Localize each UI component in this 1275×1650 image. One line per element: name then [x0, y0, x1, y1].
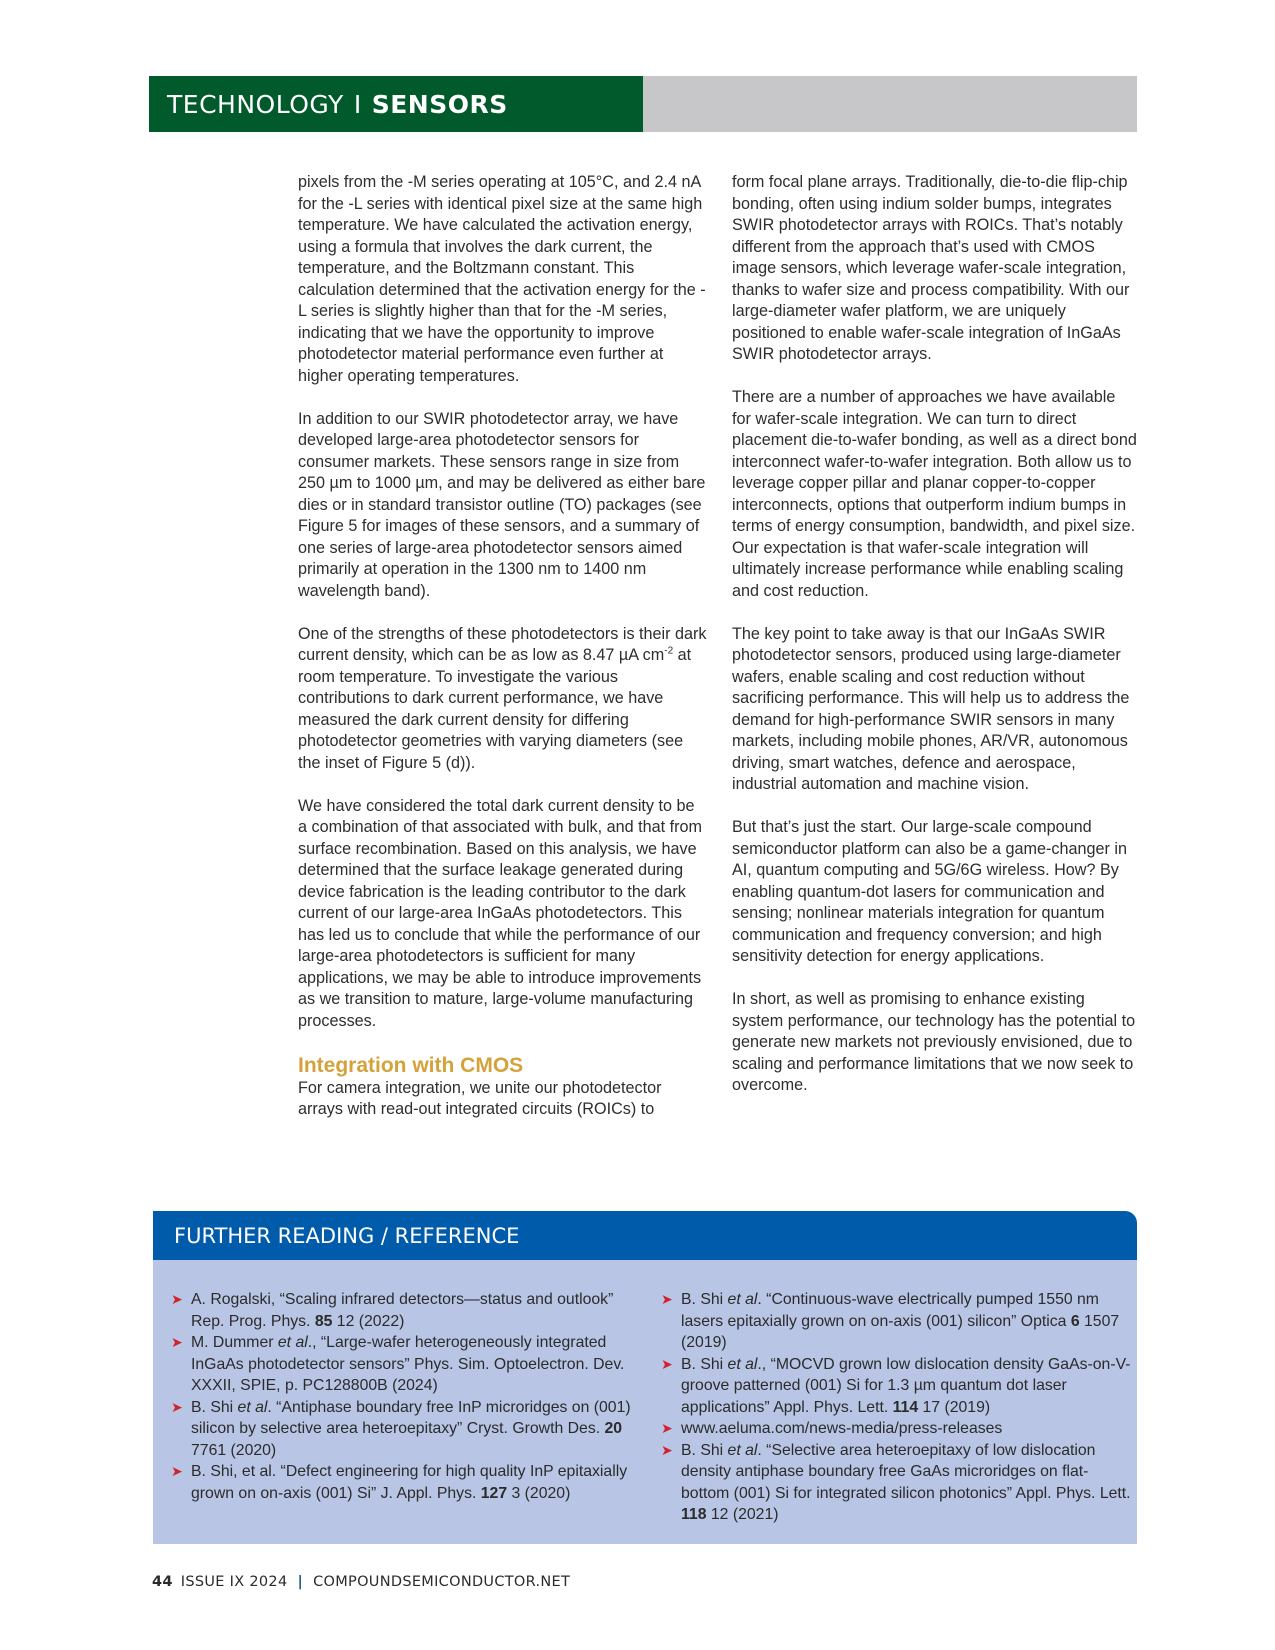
article-column-left	[298, 172, 708, 1121]
paragraph: But that’s just the start. Our large-scale compound semiconductor platform can also be a game-changer in AI, quantum computing and 5G/6G wireless. How? By enabling quantum-dot lasers for communication and sensing; nonlinear materials integration for quantum communication and frequency conversion; and high sensitivity detection for energy applications.	[732, 818, 1128, 965]
red-chevron-right-icon: ➤	[171, 1291, 183, 1307]
paragraph: The key point to take away is that our InGaAs SWIR photodetector sensors, produced using large-diameter wafers, enable scaling and cost reduction without sacrificing performance. This will help us to address the demand for high-performance SWIR sensors in many markets, including mobile phones, AR/VR, autonomous driving, smart watches, defence and aerospace, industrial automation and machine vision.	[732, 624, 1130, 793]
issue-label: ISSUE IX 2024	[180, 1574, 288, 1590]
red-chevron-right-icon: ➤	[171, 1398, 183, 1415]
reference-item	[171, 1289, 641, 1332]
reference-text: B. Shi et al. “Selective area heteroepitaxy of low dislocation density antiphase boundary free GaAs microridges on flat-bottom (001) Si for integrated silicon photonics” Appl. Phys. Lett. 118 12 (2021)	[681, 1441, 1131, 1523]
paragraph: There are a number of approaches we have available for wafer-scale integration. We can turn to direct placement die-to-wafer bonding, as well as a direct bond interconnect wafer-to-wafer integration. Both allow us to leverage copper pillar and planar copper-to-copper interconnects, options that outperform indium bumps in terms of energy consumption, bandwidth, and pixel size. Our expectation is that wafer-scale integration will ultimately increase performance while enabling scaling and cost reduction.	[732, 388, 1137, 600]
section-label: TECHNOLOGY	[167, 89, 344, 119]
reference-item	[171, 1332, 641, 1397]
reference-text: B. Shi, et al. “Defect engineering for high quality InP epitaxially grown on on-axis (001) Si” J. Appl. Phys. 127 3 (2020)	[191, 1463, 628, 1502]
subheading: Integration with CMOS	[298, 1053, 524, 1077]
section-header	[149, 76, 1137, 132]
paragraph: For camera integration, we unite our photodetector arrays with read-out integrated circuits (ROICs) to	[298, 1078, 662, 1118]
reference-item	[661, 1354, 1131, 1419]
reference-item	[661, 1440, 1131, 1526]
section-title-block	[149, 76, 643, 132]
page-number: 44	[152, 1574, 173, 1590]
further-reading-box	[153, 1211, 1137, 1544]
site-name: COMPOUNDSEMICONDUCTOR.NET	[313, 1574, 571, 1590]
red-chevron-right-icon: ➤	[171, 1463, 183, 1479]
reference-text: B. Shi et al. “Continuous-wave electrically pumped 1550 nm lasers epitaxially grown on on-axis (001) silicon” Optica 6 1507 (2019)	[681, 1291, 1120, 1351]
reference-text: B. Shi et al. “Antiphase boundary free InP microridges on (001) silicon by selective area heteroepitaxy” Cryst. Growth Des. 20 7761 (2020)	[191, 1398, 631, 1459]
footer-separator: |	[297, 1574, 304, 1590]
section-topic: SENSORS	[371, 89, 508, 119]
paragraph-text: One of the strengths of these photodetectors is their dark current density, which can be as low as 8.47 µA cm	[298, 624, 707, 664]
paragraph: pixels from the -M series operating at 105°C, and 2.4 nA for the -L series with identical pixel size at the same high temperature. We have calculated the activation energy, using a formula that involves the dark current, the temperature, and the Boltzmann constant. This calculation determined that the activation energy for the -L series is slightly higher than that for the -M series, indicating that we have the opportunity to improve photodetector material performance even further at higher operating temperatures.	[298, 173, 706, 385]
red-chevron-right-icon: ➤	[661, 1420, 673, 1436]
reference-list-container	[153, 1260, 1137, 1544]
reference-text: M. Dummer et al., “Large-wafer heterogeneously integrated InGaAs photodetector sensors” Phys. Sim. Optoelectron. Dev. XXXII, SPIE, p. PC128800B (2024)	[191, 1334, 625, 1394]
paragraph: form focal plane arrays. Traditionally, die-to-die flip-chip bonding, often using indium solder bumps, integrates SWIR photodetector arrays with ROICs. That’s notably different from the approach that’s used with CMOS image sensors, which leverage wafer-scale integration, thanks to wafer size and process compatibility. With our large-diameter wafer platform, we are uniquely positioned to enable wafer-scale integration of InGaAs SWIR photodetector arrays.	[732, 173, 1130, 363]
page-footer	[152, 1574, 570, 1590]
further-reading-title: FURTHER READING / REFERENCE	[153, 1211, 1137, 1260]
reference-list-right	[661, 1289, 1131, 1544]
paragraph: In short, as well as promising to enhance existing system performance, our technology has the potential to generate new markets not previously envisioned, due to scaling and performance limitations that we now seek to overcome.	[732, 990, 1136, 1094]
superscript: -2	[664, 645, 674, 657]
reference-text: A. Rogalski, “Scaling infrared detectors—status and outlook” Rep. Prog. Phys. 85 12 (2022)	[191, 1291, 614, 1330]
section-separator: I	[353, 89, 362, 119]
article-column-right	[732, 172, 1137, 1097]
paragraph: In addition to our SWIR photodetector array, we have developed large-area photodetector sensors for consumer markets. These sensors range in size from 250 µm to 1000 µm, and may be delivered as either bare dies or in standard transistor outline (TO) packages (see Figure 5 for images of these sensors, and a summary of one series of large-area photodetector sensors aimed primarily at operation in the 1300 nm to 1400 nm wavelength band).	[298, 409, 706, 600]
reference-item	[171, 1397, 641, 1462]
red-chevron-right-icon: ➤	[661, 1441, 673, 1458]
reference-list-left	[171, 1289, 641, 1544]
reference-item	[661, 1289, 1131, 1354]
paragraph	[298, 624, 708, 775]
red-chevron-right-icon: ➤	[661, 1291, 673, 1307]
red-chevron-right-icon: ➤	[171, 1334, 183, 1350]
reference-item	[171, 1461, 641, 1504]
red-chevron-right-icon: ➤	[661, 1355, 673, 1372]
reference-item	[661, 1418, 1131, 1440]
header-gray-band	[643, 76, 1137, 132]
paragraph: We have considered the total dark current density to be a combination of that associated with bulk, and that from surface recombination. Based on this analysis, we have determined that the surface leakage generated during device fabrication is the leading contributor to the dark current of our large-area InGaAs photodetectors. This has led us to conclude that while the performance of our large-area photodetectors is sufficient for many applications, we may be able to introduce improvements as we transition to mature, large-volume manufacturing processes.	[298, 796, 703, 1030]
paragraph-text: at room temperature. To investigate the various contributions to dark current performance, we have measured the dark current density for differing photodetector geometries with varying diameters (see the inset of Figure 5 (d)).	[298, 646, 692, 772]
reference-text: B. Shi et al., “MOCVD grown low dislocation density GaAs-on-V-groove patterned (001) Si for 1.3 µm quantum dot laser applications” Appl. Phys. Lett. 114 17 (2019)	[681, 1355, 1131, 1416]
reference-link[interactable]: www.aeluma.com/news-media/press-releases	[681, 1420, 1003, 1437]
